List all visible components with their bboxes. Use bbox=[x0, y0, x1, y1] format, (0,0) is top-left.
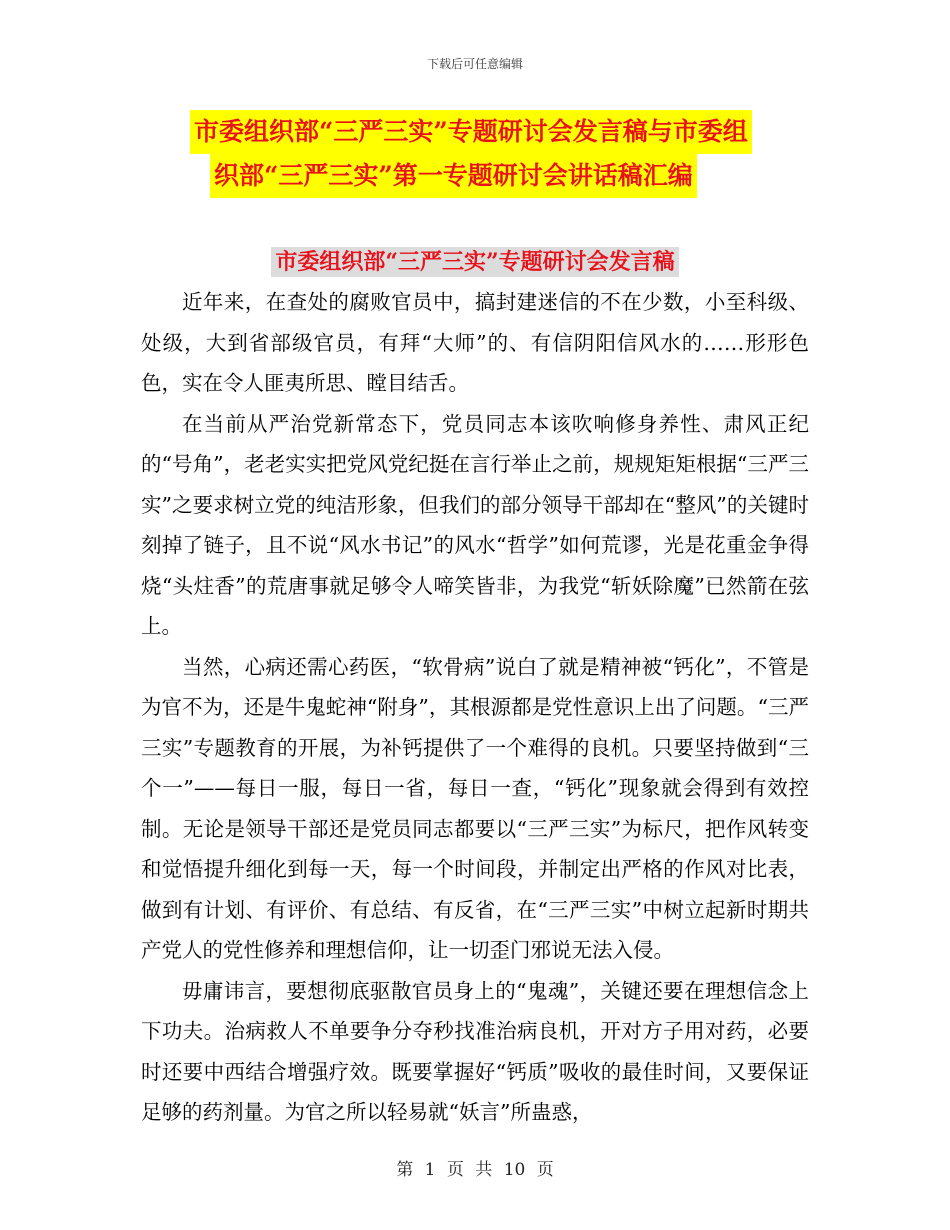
document-title-line-1: 市委组织部“三严三实”专题研讨会发言稿与市委组 bbox=[190, 110, 752, 154]
paragraph: 毋庸讳言，要想彻底驱散官员身上的“鬼魂”，关键还要在理想信念上下功夫。治病救人不单要争分夺秒找准治病良机，开对方子用对药，必要时还要中西结合增强疗效。既要掌握好“钙质”吸收的最佳时间，又要保证足够的药剂量。为官之所以轻易就“妖言”所蛊惑， bbox=[141, 978, 809, 1124]
section-title bbox=[0, 245, 950, 276]
paragraph: 近年来，在查处的腐败官员中，搞封建迷信的不在少数，小至科级、处级，大到省部级官员，有拜“大师”的、有信阴阳信风水的……形形色色，实在令人匪夷所思、瞠目结舌。 bbox=[141, 290, 809, 395]
section-title-text: 市委组织部“三严三实”专题研讨会发言稿 bbox=[271, 247, 678, 277]
page-number: 第 1 页 共 10 页 bbox=[396, 1160, 554, 1180]
body-text bbox=[141, 282, 809, 1133]
paragraph: 当然，心病还需心药医，“软骨病”说白了就是精神被“钙化”，不管是为官不为，还是牛鬼蛇神“附身”，其根源都是党性意识上出了问题。“三严三实”专题教育的开展，为补钙提供了一个难得的良机。只要坚持做到“三个一”——每日一服，每日一省，每日一查，“钙化”现象就会得到有效控制。无论是领导干部还是党员同志都要以“三严三实”为标尺，把作风转变和觉悟提升细化到每一天，每一个时间段，并制定出严格的作风对比表，做到有计划、有评价、有总结、有反省，在“三严三实”中树立起新时期共产党人的党性修养和理想信仰，让一切歪门邪说无法入侵。 bbox=[141, 654, 809, 962]
header-note: 下载后可任意编辑 bbox=[426, 57, 523, 71]
document-title-line-2: 织部“三严三实”第一专题研讨会讲话稿汇编 bbox=[210, 154, 697, 198]
document-title bbox=[190, 110, 830, 198]
paragraph: 在当前从严治党新常态下，党员同志本该吹响修身养性、肃风正纪的“号角”，老老实实把党风党纪挺在言行举止之前，规规矩矩根据“三严三实”之要求树立党的纯洁形象，但我们的部分领导干部却在“整风”的关键时刻掉了链子，且不说“风水书记”的风水“哲学”如何荒谬，光是花重金争得烧“头炷香”的荒唐事就足够令人啼笑皆非，为我党“斩妖除魔”已然箭在弦上。 bbox=[141, 411, 809, 638]
